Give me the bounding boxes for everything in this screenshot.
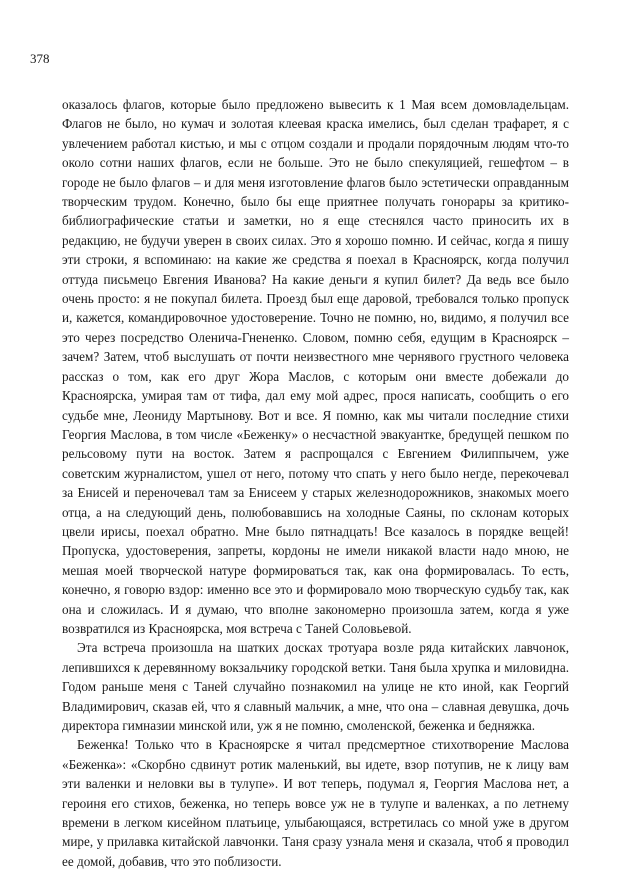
page-number: 378 xyxy=(30,51,50,66)
body-text xyxy=(62,95,569,871)
paragraph: оказалось флагов, которые было предложено вывесить к 1 Мая всем домовладельцам. Флагов не было, но кумач и золотая клеевая краска имелись, был сделан трафарет, я с увлечением работал кистью, и мы с отцом создали и продали порядочным людям что-то около сотни наших флагов, если не больше. Это не было спекуляцией, гешефтом – в городе не было флагов – и для меня изготовление флагов было эстетически оправданным творческим трудом. Конечно, было бы еще приятнее получать гонорары за критико-библиографические статьи и заметки, но я еще стеснялся часто приносить их в редакцию, не будучи уверен в своих силах. Это я хорошо помню. И сейчас, когда я пишу эти строки, я вспоминаю: на какие же средства я поехал в Красноярск, когда получил оттуда письмецо Евгения Иванова? На какие деньги я купил билет? Да ведь все было очень просто: я не покупал билета. Проезд был еще даровой, требовался только пропуск и, кажется, командировочное удостоверение. Точно не помню, но, видимо, я получил все это через посредство Оленича-Гнененко. Словом, помню себя, едущим в Красноярск – зачем? Затем, чтоб выслушать от почти неизвестного мне чернявого грустного человека рассказ о том, как его друг Жора Маслов, с которым они вместе добежали до Красноярска, умирая там от тифа, дал ему мой адрес, прося написать, сообщить о его судьбе мне, Леониду Мартынову. Вот и все. Я помню, как мы читали последние стихи Георгия Маслова, в том числе «Беженку» о несчастной эвакуантке, бредущей пешком по рельсовому пути на восток. Затем я распрощался с Евгением Филиппычем, уже советским журналистом, ушел от него, потому что спать у него было негде, перекочевал за Енисей и переночевал там за Енисеем у старых железнодорожников, знакомых моего отца, а на следующий день, полюбовавшись на холодные Саяны, по склонам которых цвели ирисы, поехал обратно. Мне было пятнадцать! Все казалось в порядке вещей! Пропуска, удостоверения, запреты, кордоны не имели никакой власти надо мною, не мешая моей творческой натуре формироваться так, как она формировалась. То есть, конечно, я говорю вздор: именно все это и формировало мою творческую судьбу так, как она и сложилась. И я думаю, что вполне закономерно произошла затем, когда я уже возвратился из Красноярска, моя встреча с Таней Соловьевой. xyxy=(62,97,569,636)
paragraph: Эта встреча произошла на шатких досках тротуара возле ряда китайских лавчонок, лепившихся к деревянному вокзальчику городской ветки. Таня была хрупка и миловидна. Годом раньше меня с Таней случайно познакомил на улице не кто иной, как Георгий Владимирович, сказав ей, что я славный мальчик, а мне, что она – славная девушка, дочь директора гимназии минской или, уж я не помню, смоленской, беженка и бедняжка. xyxy=(62,640,569,733)
paragraph: Беженка! Только что в Красноярске я читал предсмертное стихотворение Маслова «Беженка»: «Скорбно сдвинут ротик маленький, вы идете, взор потупив, не к лицу вам эти валенки и неловки вы в тулупе». И вот теперь, подумал я, Георгия Маслова нет, а героиня его стихов, беженка, но теперь вовсе уж не в тулупе и валенках, а по летнему времени в легком кисейном платьице, улыбающаяся, встретилась со мной уже в другом мире, у прилавка китайской лавчонки. Таня сразу узнала меня и сказала, чтоб я проводил ее домой, добавив, что это поблизости. xyxy=(62,737,569,869)
